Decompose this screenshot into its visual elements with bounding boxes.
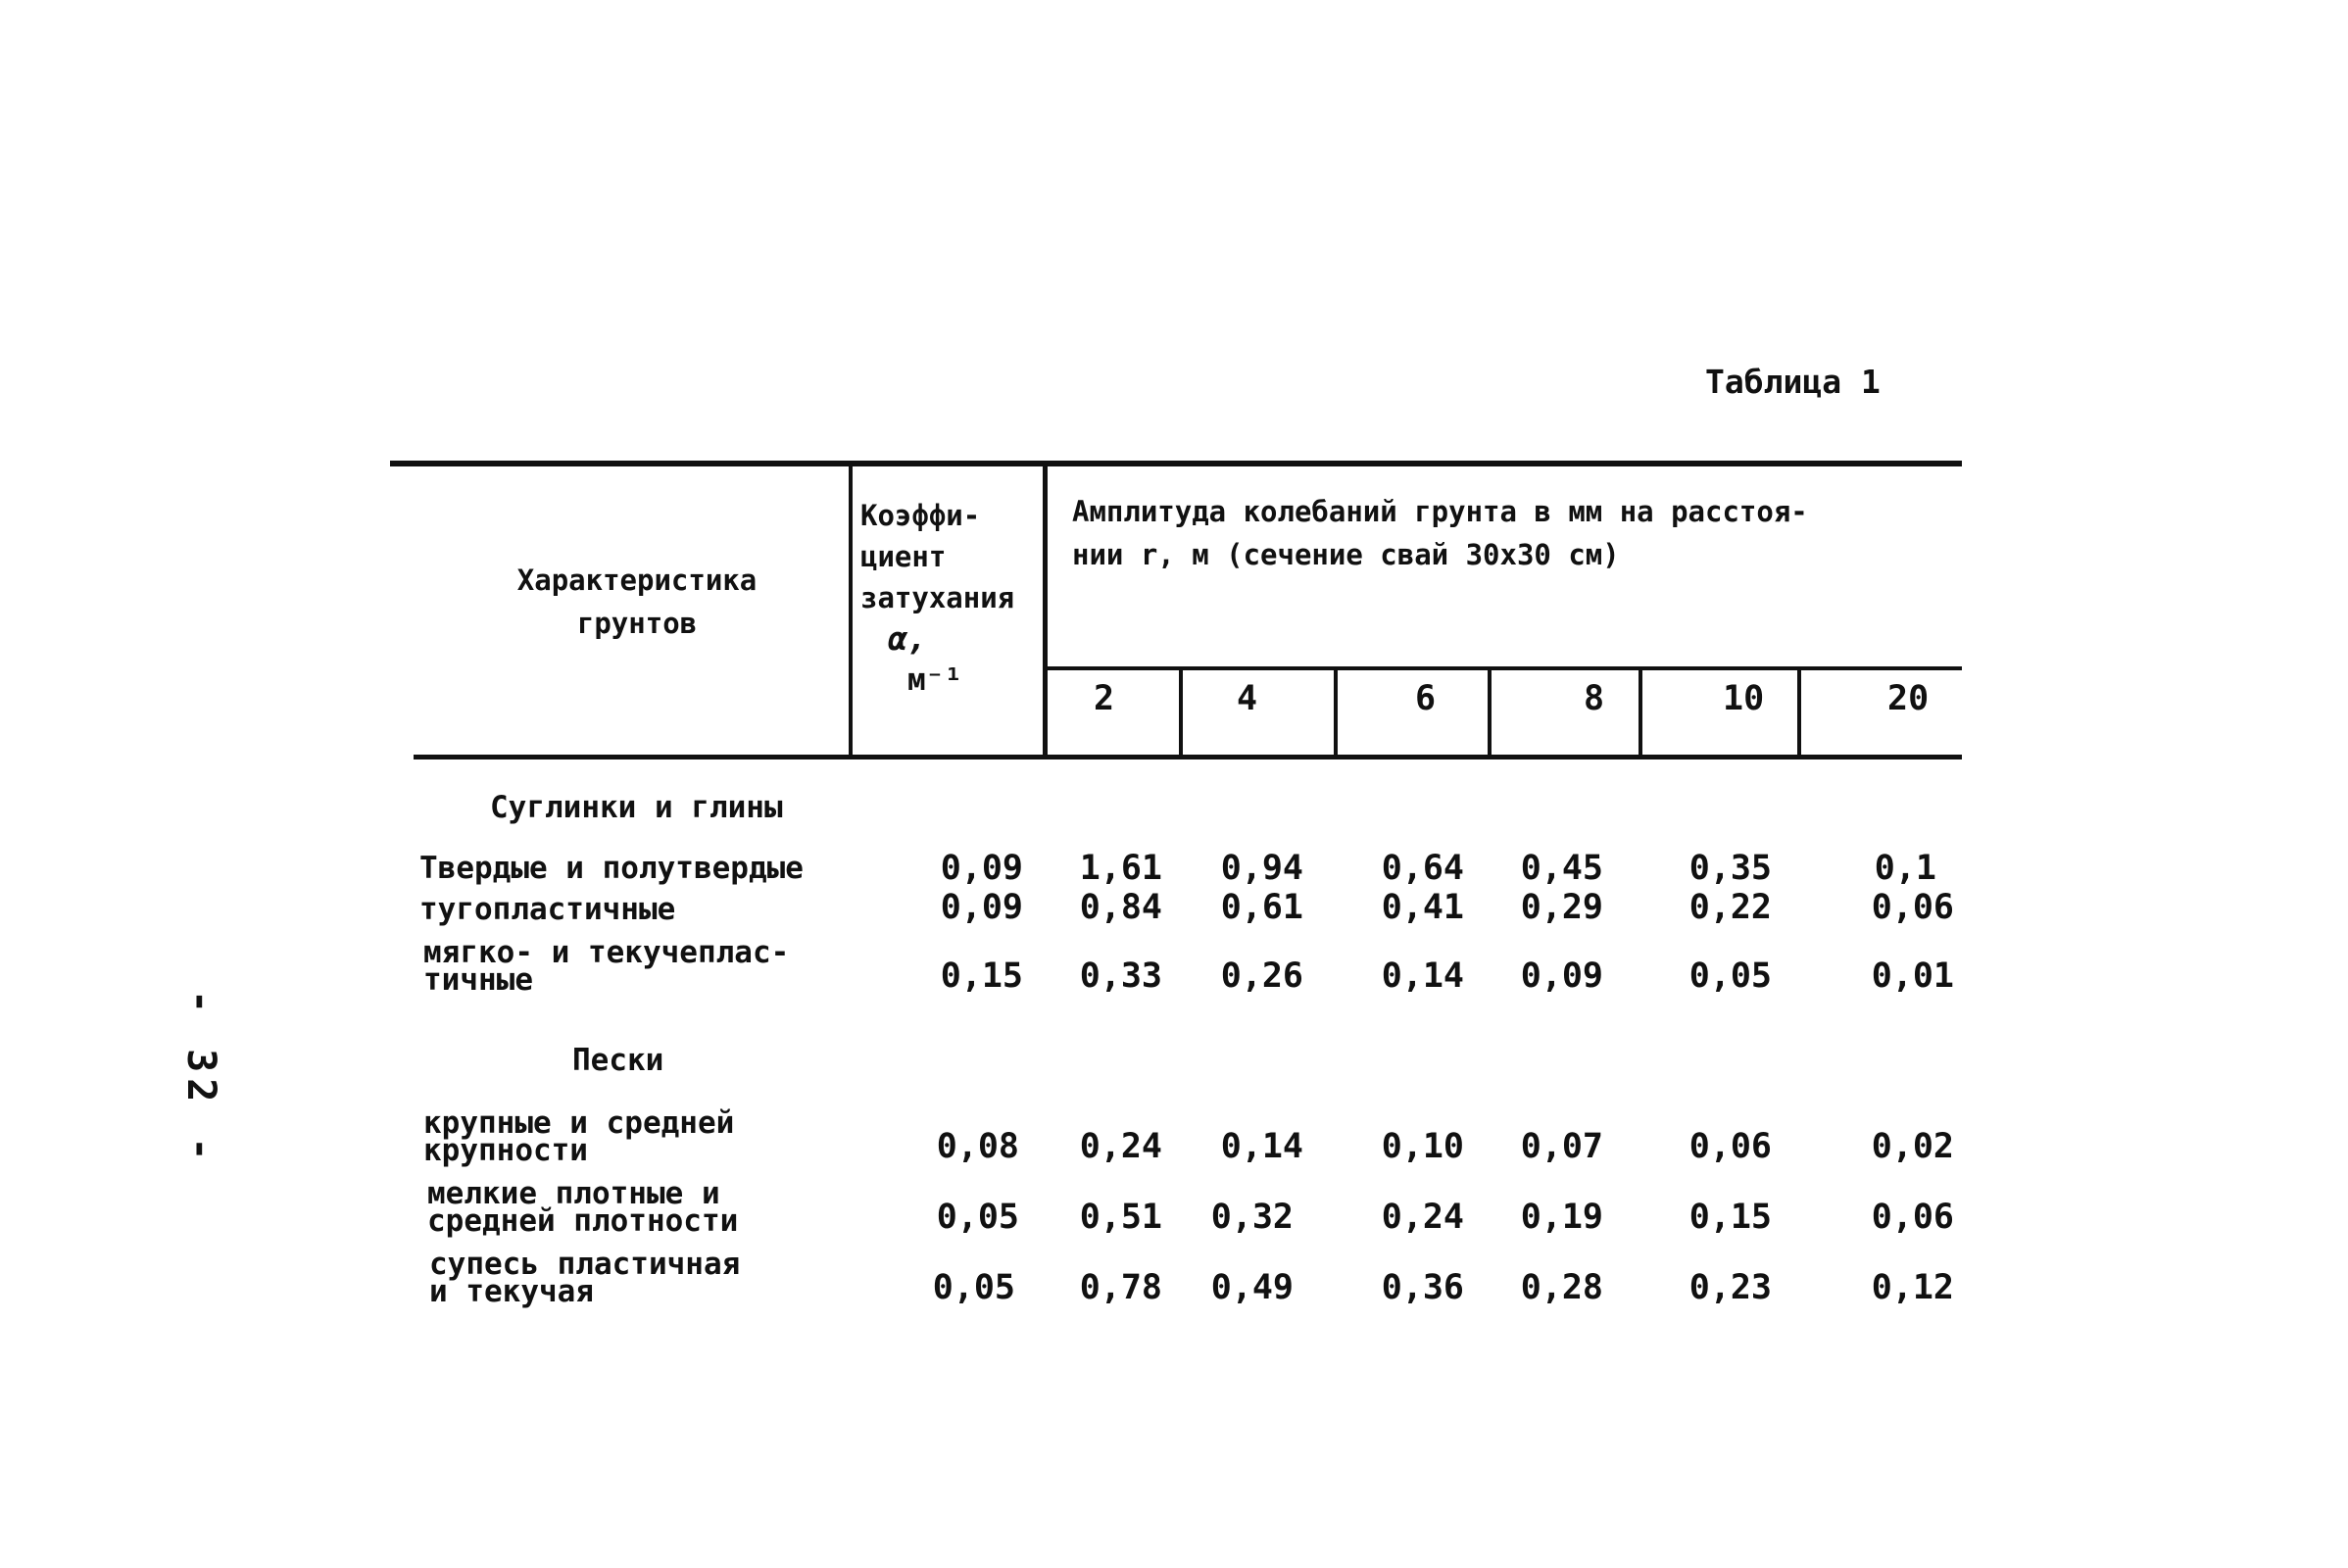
cell-value: 0,15 [1688, 1198, 1772, 1237]
distance-header: 8 [1584, 679, 1605, 718]
cell-value: 0,24 [1079, 1127, 1162, 1166]
cell-value: 0,41 [1381, 888, 1464, 927]
header-characteristic: Характеристика грунтов [516, 564, 758, 640]
cell-value: 0,05 [1688, 956, 1772, 996]
distance-divider-4 [1639, 666, 1642, 757]
header-coefficient: Коэффи- циент затухания α, м⁻¹ [860, 499, 1015, 698]
cell-value: 0,49 [1210, 1268, 1294, 1307]
distance-divider-1 [1179, 666, 1183, 757]
cell-value: 0,45 [1520, 849, 1603, 888]
header-amplitude: Амплитуда колебаний грунта в мм на расстоя- нии r, м (сечение свай 30х30 см) [1072, 495, 1808, 571]
cell-value: 0,09 [1520, 956, 1603, 996]
row-label: супесь пластичная и текучая [429, 1247, 741, 1309]
cell-value: 0,64 [1381, 849, 1464, 888]
alpha-value: 0,08 [936, 1127, 1019, 1166]
table-caption: Таблица 1 [1705, 363, 1881, 401]
alpha-value: 0,09 [940, 849, 1023, 888]
cell-value: 0,29 [1520, 888, 1603, 927]
distance-header: 2 [1094, 679, 1115, 718]
distance-header: 10 [1723, 679, 1765, 718]
cell-value: 0,84 [1079, 888, 1162, 927]
cell-value: 0,94 [1220, 849, 1303, 888]
alpha-value: 0,15 [940, 956, 1023, 996]
cell-value: 0,06 [1871, 1198, 1954, 1237]
cell-value: 1,61 [1079, 849, 1162, 888]
cell-value: 0,32 [1210, 1198, 1294, 1237]
cell-value: 0,01 [1871, 956, 1954, 996]
distance-divider-3 [1488, 666, 1492, 757]
cell-value: 0,26 [1220, 956, 1303, 996]
row-label: мелкие плотные и средней плотности [427, 1176, 739, 1239]
column-divider-2 [1043, 465, 1048, 757]
cell-value: 0,10 [1381, 1127, 1464, 1166]
cell-value: 0,36 [1381, 1268, 1464, 1307]
row-label: мягко- и текучеплас- тичные [423, 935, 790, 998]
cell-value: 0,14 [1220, 1127, 1303, 1166]
cell-value: 0,12 [1871, 1268, 1954, 1307]
cell-value: 0,1 [1874, 849, 1936, 888]
cell-value: 0,14 [1381, 956, 1464, 996]
cell-value: 0,24 [1381, 1198, 1464, 1237]
cell-value: 0,28 [1520, 1268, 1603, 1307]
cell-value: 0,33 [1079, 956, 1162, 996]
section-title: Пески [572, 1043, 664, 1078]
cell-value: 0,51 [1079, 1198, 1162, 1237]
row-label: тугопластичные [419, 892, 676, 927]
row-label: Твердые и полутвердые [419, 851, 804, 886]
page-number: - 32 - [178, 990, 223, 1167]
alpha-value: 0,05 [936, 1198, 1019, 1237]
cell-value: 0,22 [1688, 888, 1772, 927]
cell-value: 0,07 [1520, 1127, 1603, 1166]
cell-value: 0,02 [1871, 1127, 1954, 1166]
cell-value: 0,78 [1079, 1268, 1162, 1307]
distance-divider-2 [1334, 666, 1338, 757]
cell-value: 0,35 [1688, 849, 1772, 888]
cell-value: 0,23 [1688, 1268, 1772, 1307]
distance-header: 20 [1887, 679, 1930, 718]
header-bottom-rule [414, 755, 1962, 760]
table-top-rule [390, 461, 1962, 466]
cell-value: 0,06 [1871, 888, 1954, 927]
alpha-value: 0,05 [932, 1268, 1015, 1307]
distance-header: 4 [1237, 679, 1258, 718]
distance-header: 6 [1415, 679, 1437, 718]
cell-value: 0,19 [1520, 1198, 1603, 1237]
column-divider-1 [849, 465, 853, 757]
distance-divider-5 [1797, 666, 1801, 757]
section-title: Суглинки и глины [490, 790, 783, 825]
cell-value: 0,61 [1220, 888, 1303, 927]
alpha-value: 0,09 [940, 888, 1023, 927]
row-label: крупные и средней крупности [423, 1105, 735, 1168]
cell-value: 0,06 [1688, 1127, 1772, 1166]
